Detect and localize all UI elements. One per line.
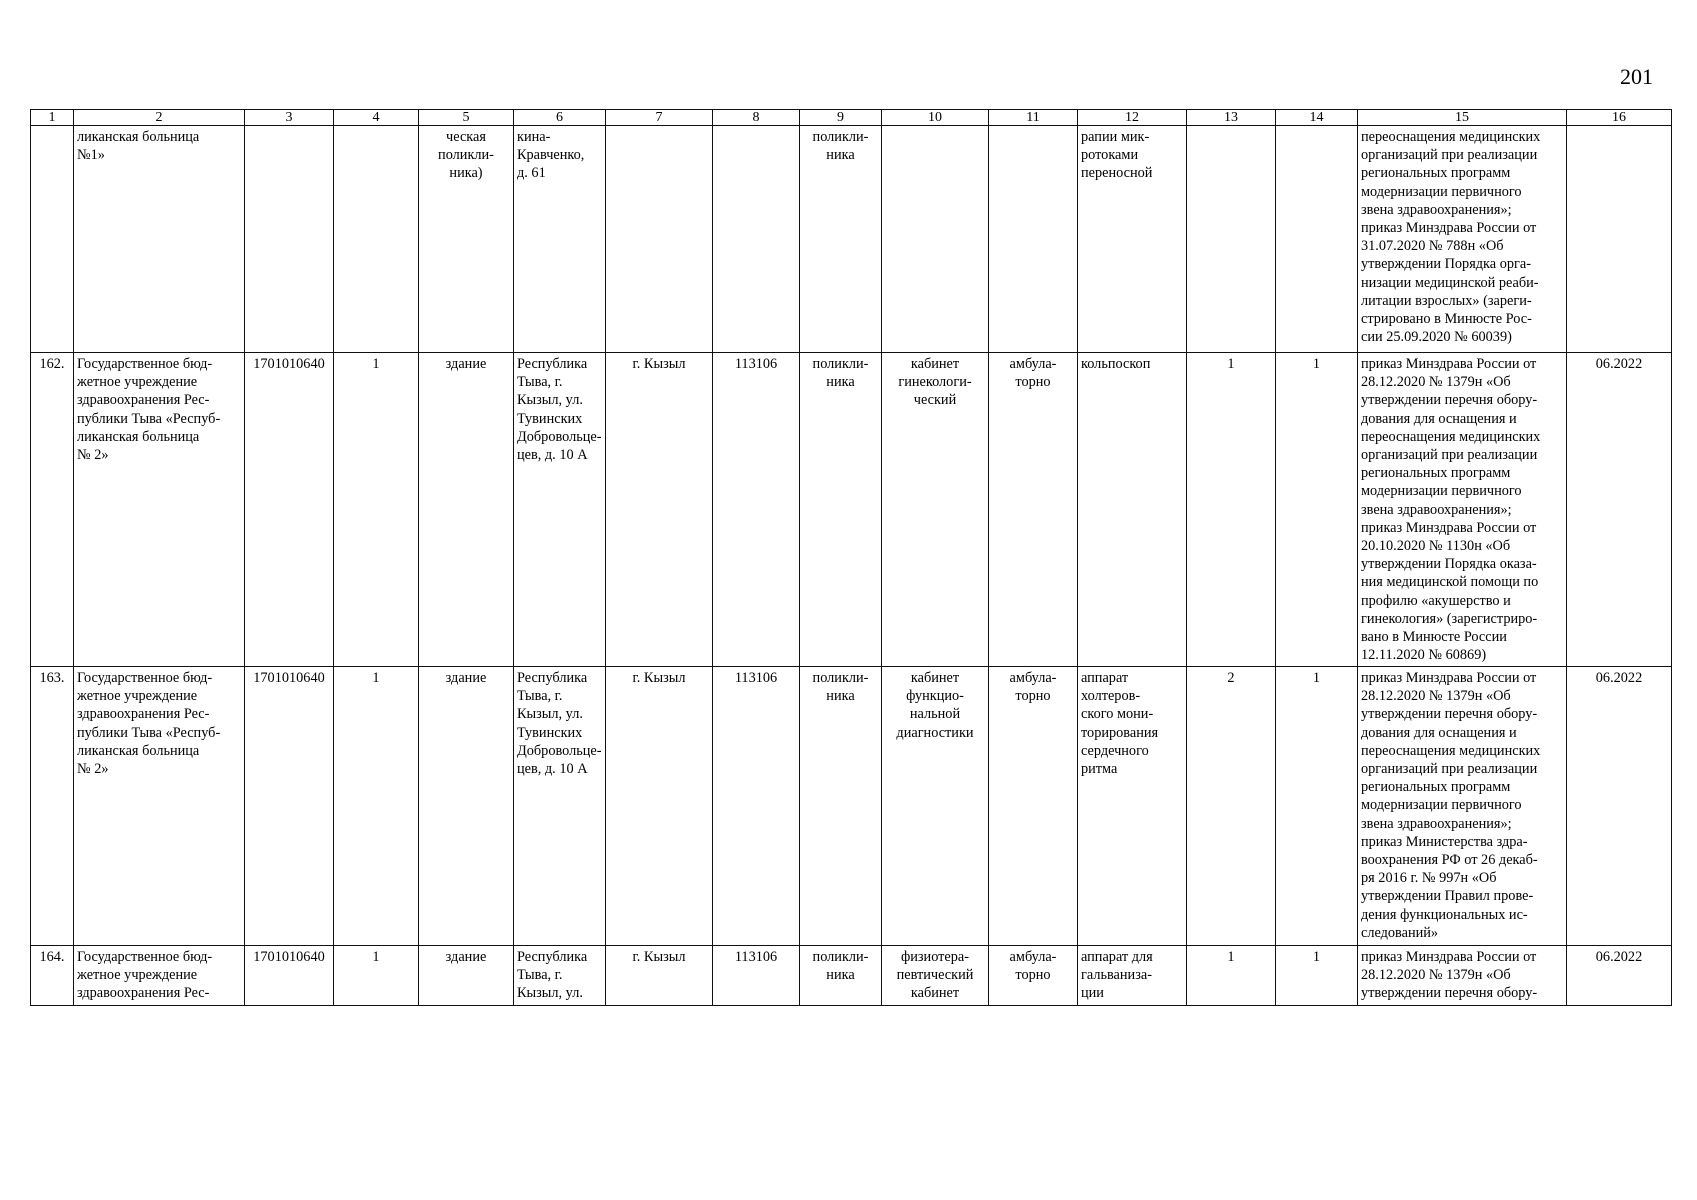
quantity-needed: 1 [1187, 946, 1276, 1006]
column-header: 15 [1358, 110, 1567, 126]
table-row [31, 126, 1672, 353]
column-header: 7 [606, 110, 713, 126]
quantity-needed: 1 [1187, 353, 1276, 667]
column-header: 10 [882, 110, 989, 126]
quantity-planned: 1 [1276, 946, 1358, 1006]
column-header: 3 [245, 110, 334, 126]
institution-name: Государственное бюд- жетное учреждение здравоохранения Рес- [74, 946, 245, 1006]
column-header: 11 [989, 110, 1078, 126]
table-row [31, 946, 1672, 1006]
address: Республика Тыва, г. Кызыл, ул. Тувинских Добровольце- цев, д. 10 А [514, 667, 606, 946]
count: 1 [334, 667, 419, 946]
column-header: 13 [1187, 110, 1276, 126]
institution-name: Государственное бюд- жетное учреждение здравоохранения Рес- публики Тыва «Респуб- ликанская больница № 2» [74, 353, 245, 667]
column-header: 12 [1078, 110, 1187, 126]
unit-type: поликли- ника [800, 667, 882, 946]
department: кабинет функцио- нальной диагностики [882, 667, 989, 946]
legal-basis: приказ Минздрава России от 28.12.2020 № 1379н «Об утверждении перечня обору- [1358, 946, 1567, 1006]
column-header: 5 [419, 110, 514, 126]
deadline [1567, 126, 1672, 353]
column-header: 14 [1276, 110, 1358, 126]
deadline: 06.2022 [1567, 667, 1672, 946]
column-number-header [31, 110, 1672, 126]
column-header: 6 [514, 110, 606, 126]
row-number: 163. [31, 667, 74, 946]
settlement: г. Кызыл [606, 667, 713, 946]
address: Республика Тыва, г. Кызыл, ул. [514, 946, 606, 1006]
legal-basis: приказ Минздрава России от 28.12.2020 № 1379н «Об утверждении перечня обору- дования для оснащения и переоснащения медицинских организаций при реализации региональных программ модернизации первичного звена здравоохранения»; приказ Министерства здра- воохранения РФ от 26 декаб- ря 2016 г. № 997н «Об утверждении Правил прове- дения функциональных ис- следований» [1358, 667, 1567, 946]
care-form [989, 126, 1078, 353]
column-header: 1 [31, 110, 74, 126]
column-header: 8 [713, 110, 800, 126]
row-number [31, 126, 74, 353]
table-row [31, 353, 1672, 667]
institution-name: ликанская больница №1» [74, 126, 245, 353]
quantity-planned [1276, 126, 1358, 353]
column-header: 9 [800, 110, 882, 126]
care-form: амбула- торно [989, 946, 1078, 1006]
row-number: 164. [31, 946, 74, 1006]
object-type: ческая поликли- ника) [419, 126, 514, 353]
object-type: здание [419, 946, 514, 1006]
quantity-needed [1187, 126, 1276, 353]
count: 1 [334, 353, 419, 667]
equipment: рапии мик- ротоками переносной [1078, 126, 1187, 353]
inn [245, 126, 334, 353]
page-number: 201 [1620, 64, 1653, 89]
settlement: г. Кызыл [606, 353, 713, 667]
legal-basis: приказ Минздрава России от 28.12.2020 № 1379н «Об утверждении перечня обору- дования для оснащения и переоснащения медицинских организаций при реализации региональных программ модернизации первичного звена здравоохранения»; приказ Минздрава России от 20.10.2020 № 1130н «Об утверждении Порядка оказа- ния медицинской помощи по профилю «акушерство и гинекология» (зарегистриро- вано в Минюсте России 12.11.2020 № 60869) [1358, 353, 1567, 667]
column-header: 4 [334, 110, 419, 126]
equipment: аппарат для гальваниза- ции [1078, 946, 1187, 1006]
equipment-table [30, 109, 1672, 1006]
care-form: амбула- торно [989, 667, 1078, 946]
column-header: 2 [74, 110, 245, 126]
quantity-needed: 2 [1187, 667, 1276, 946]
care-form: амбула- торно [989, 353, 1078, 667]
inn: 1701010640 [245, 353, 334, 667]
unit-type: поликли- ника [800, 126, 882, 353]
quantity-planned: 1 [1276, 353, 1358, 667]
address: кина- Кравченко, д. 61 [514, 126, 606, 353]
inn: 1701010640 [245, 667, 334, 946]
deadline: 06.2022 [1567, 946, 1672, 1006]
settlement: г. Кызыл [606, 946, 713, 1006]
code: 113106 [713, 946, 800, 1006]
equipment: кольпоскоп [1078, 353, 1187, 667]
department: кабинет гинекологи- ческий [882, 353, 989, 667]
quantity-planned: 1 [1276, 667, 1358, 946]
code: 113106 [713, 667, 800, 946]
count [334, 126, 419, 353]
code: 113106 [713, 353, 800, 667]
department: физиотера- певтический кабинет [882, 946, 989, 1006]
inn: 1701010640 [245, 946, 334, 1006]
object-type: здание [419, 667, 514, 946]
unit-type: поликли- ника [800, 946, 882, 1006]
table-row [31, 667, 1672, 946]
count: 1 [334, 946, 419, 1006]
deadline: 06.2022 [1567, 353, 1672, 667]
equipment: аппарат холтеров- ского мони- торирования сердечного ритма [1078, 667, 1187, 946]
legal-basis: переоснащения медицинских организаций при реализации региональных программ модернизации первичного звена здравоохранения»; приказ Минздрава России от 31.07.2020 № 788н «Об утверждении Порядка орга- низации медицинской реаби- литации взрослых» (зареги- стрировано в Минюсте Рос- сии 25.09.2020 № 60039) [1358, 126, 1567, 353]
department [882, 126, 989, 353]
row-number: 162. [31, 353, 74, 667]
address: Республика Тыва, г. Кызыл, ул. Тувинских Добровольце- цев, д. 10 А [514, 353, 606, 667]
settlement [606, 126, 713, 353]
object-type: здание [419, 353, 514, 667]
code [713, 126, 800, 353]
unit-type: поликли- ника [800, 353, 882, 667]
column-header: 16 [1567, 110, 1672, 126]
institution-name: Государственное бюд- жетное учреждение здравоохранения Рес- публики Тыва «Респуб- ликанская больница № 2» [74, 667, 245, 946]
